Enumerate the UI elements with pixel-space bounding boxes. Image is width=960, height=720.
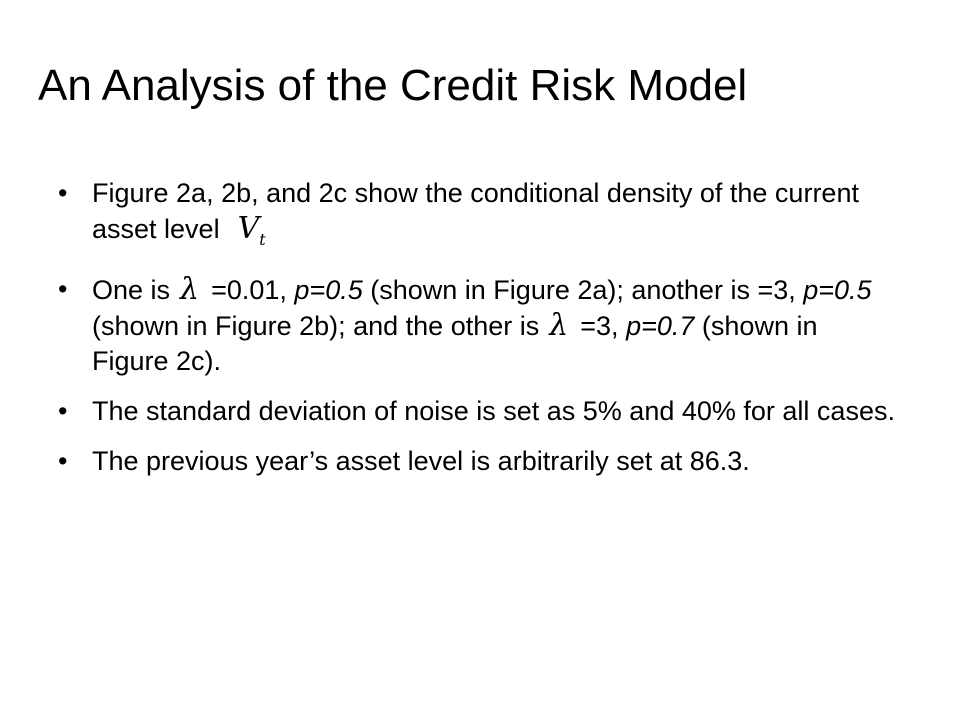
bullet-item [58,176,898,257]
bullet-dot: • [58,274,68,304]
lambda-symbol: λ [180,272,200,307]
bullet-item [58,272,898,379]
bullet-dot: • [58,446,68,476]
bullet-dot: • [58,178,68,208]
bullet-text: The previous year’s asset level is arbitrarily set at 86.3. [92,446,750,476]
bullet-text: One is λ =0.01, p=0.5 (shown in Figure 2a); another is =3, p=0.5 (shown in Figure 2b); and the other is λ =3, p=0.7 (shown in Figure 2c). [92,272,872,376]
slide-title: An Analysis of the Credit Risk Model [38,61,748,110]
bullet-list [58,176,898,494]
bullet-text: The standard deviation of noise is set as 5% and 40% for all cases. [92,396,895,426]
asset-level-symbol: $V_t$ [237,211,266,249]
bullet-item [58,394,898,429]
bullet-1-text: Figure 2a, 2b, and 2c show the conditional density of the current asset level [92,178,859,244]
bullet-dot: • [58,396,68,426]
bullet-item [58,444,898,479]
lambda-symbol: λ [549,308,569,343]
bullet-text [92,176,898,257]
